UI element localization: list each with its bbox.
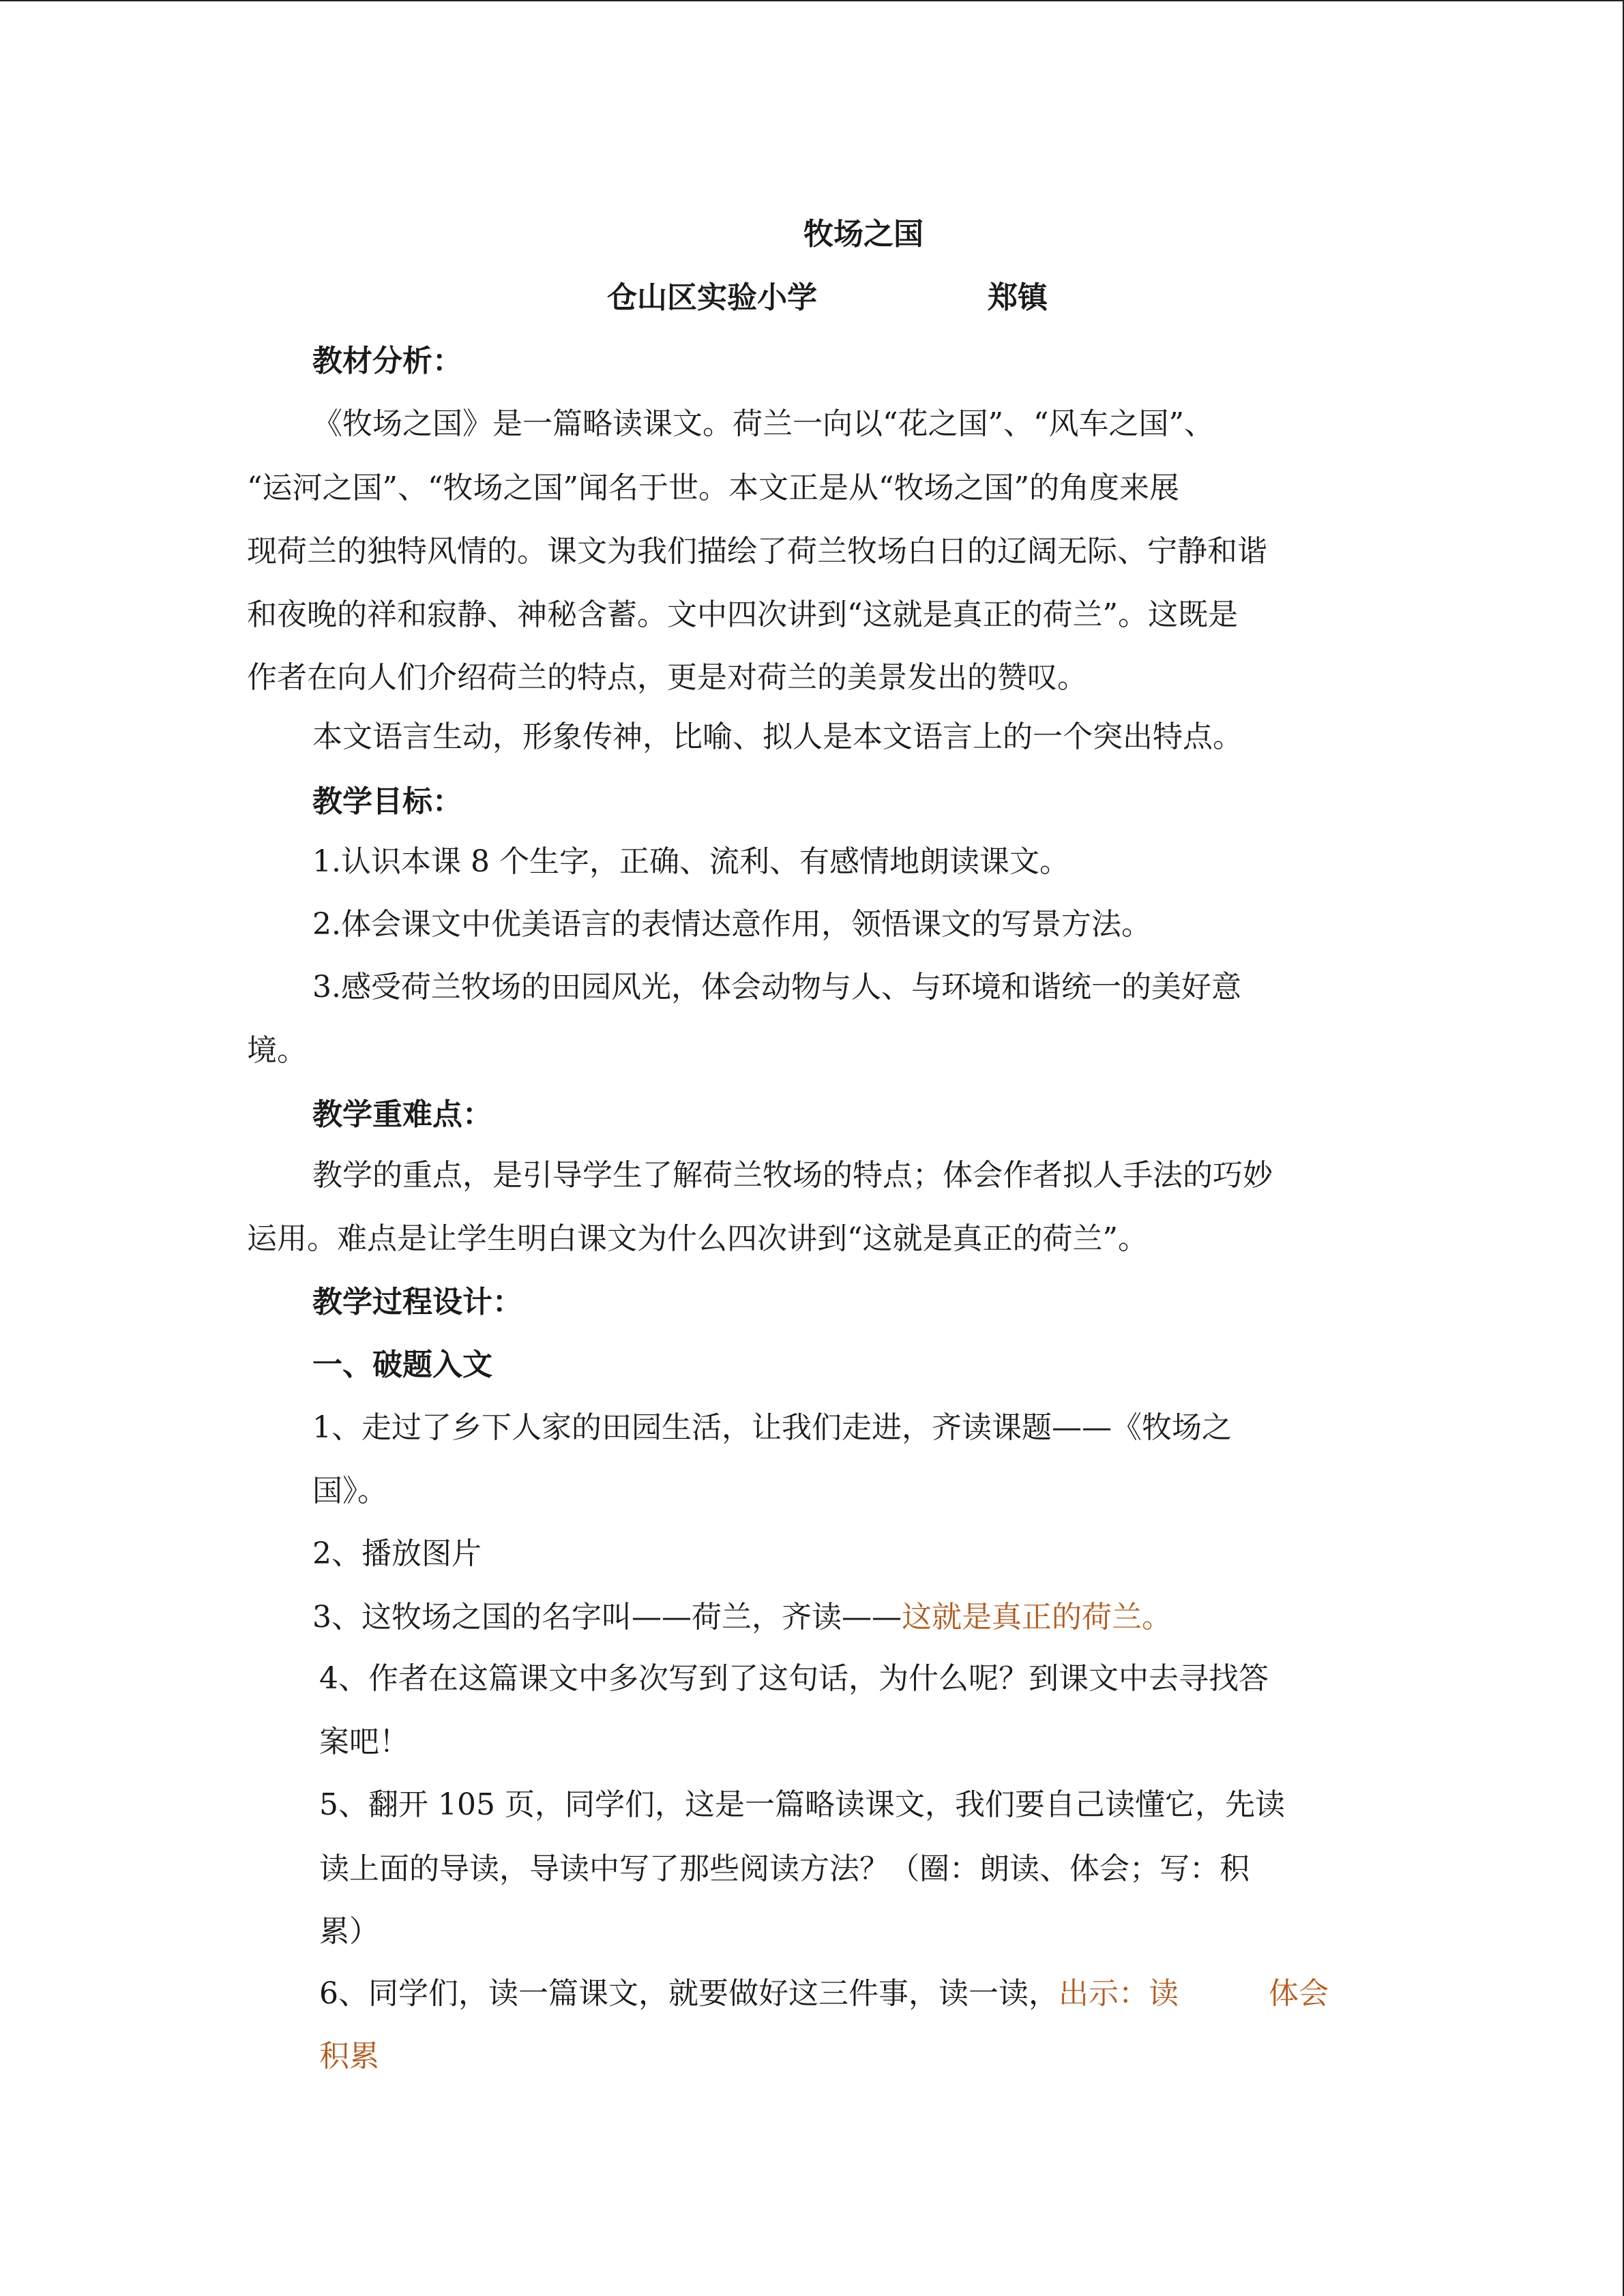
step-5-cont: 读上面的导读，导读中写了那些阅读方法？（圈：朗读、体会；写：积 [319,1851,1250,1886]
step-6-item-3: 积累 [319,2039,379,2074]
step-4: 4、作者在这篇课文中多次写到了这句话，为什么呢？到课文中去寻找答 [319,1661,1269,1696]
section-heading-analysis: 教材分析： [312,344,462,378]
analysis-line: 《牧场之国》是一篇略读课文。荷兰一向以“花之国”、“风车之国”、 [312,406,1214,441]
byline [607,278,1048,318]
goal-item-3: 3.感受荷兰牧场的田园风光，体会动物与人、与环境和谐统一的美好意 [312,970,1241,1004]
step-6 [319,1973,1329,2014]
part-heading-1: 一、破题入文 [312,1347,492,1382]
goal-item-3-cont: 境。 [247,1033,307,1068]
step-5: 5、翻开 105 页，同学们，这是一篇略读课文，我们要自己读懂它，先读 [319,1787,1285,1822]
author-name: 郑镇 [988,280,1048,315]
step-3 [312,1597,1172,1638]
step-1-cont: 国》。 [312,1474,387,1508]
step-1: 1、走过了乡下人家的田园生活，让我们走进，齐读课题——《牧场之 [312,1410,1232,1445]
step-5-cont: 累） [319,1914,379,1949]
analysis-line: “运河之国”、“牧场之国”闻名于世。本文正是从“牧场之国”的角度来展 [247,471,1179,505]
step-3-highlight: 这就是真正的荷兰。 [902,1600,1172,1635]
section-heading-keypoints: 教学重难点： [312,1097,492,1132]
step-6-show: 出示：读 [1059,1976,1179,2011]
goal-item-2: 2.体会课文中优美语言的表情达意作用，领悟课文的写景方法。 [312,907,1151,942]
step-2: 2、播放图片 [312,1536,482,1571]
analysis-line: 现荷兰的独特风情的。课文为我们描绘了荷兰牧场白日的辽阔无际、宁静和谐 [247,534,1267,569]
school-name: 仓山区实验小学 [607,280,817,315]
step-6-item-2: 体会 [1269,1976,1329,2011]
step-6-text: 6、同学们，读一篇课文，就要做好这三件事，读一读， [319,1976,1059,2011]
keypoints-line: 教学的重点，是引导学生了解荷兰牧场的特点；体会作者拟人手法的巧妙 [312,1158,1273,1193]
keypoints-line: 运用。难点是让学生明白课文为什么四次讲到“这就是真正的荷兰”。 [247,1221,1148,1256]
page-title: 牧场之国 [803,217,924,252]
step-4-cont: 案吧！ [319,1725,409,1759]
section-heading-process: 教学过程设计： [312,1285,522,1320]
page-top-border [0,0,1624,1]
goal-item-1: 1.认识本课 8 个生字，正确、流利、有感情地朗读课文。 [312,844,1069,879]
analysis-line: 和夜晚的祥和寂静、神秘含蓄。文中四次讲到“这就是真正的荷兰”。这既是 [247,597,1238,632]
section-heading-goals: 教学目标： [312,784,462,819]
analysis-paragraph-2: 本文语言生动，形象传神，比喻、拟人是本文语言上的一个突出特点。 [312,719,1243,754]
step-3-text: 3、这牧场之国的名字叫——荷兰，齐读—— [312,1600,902,1635]
analysis-line: 作者在向人们介绍荷兰的特点，更是对荷兰的美景发出的赞叹。 [247,660,1087,695]
